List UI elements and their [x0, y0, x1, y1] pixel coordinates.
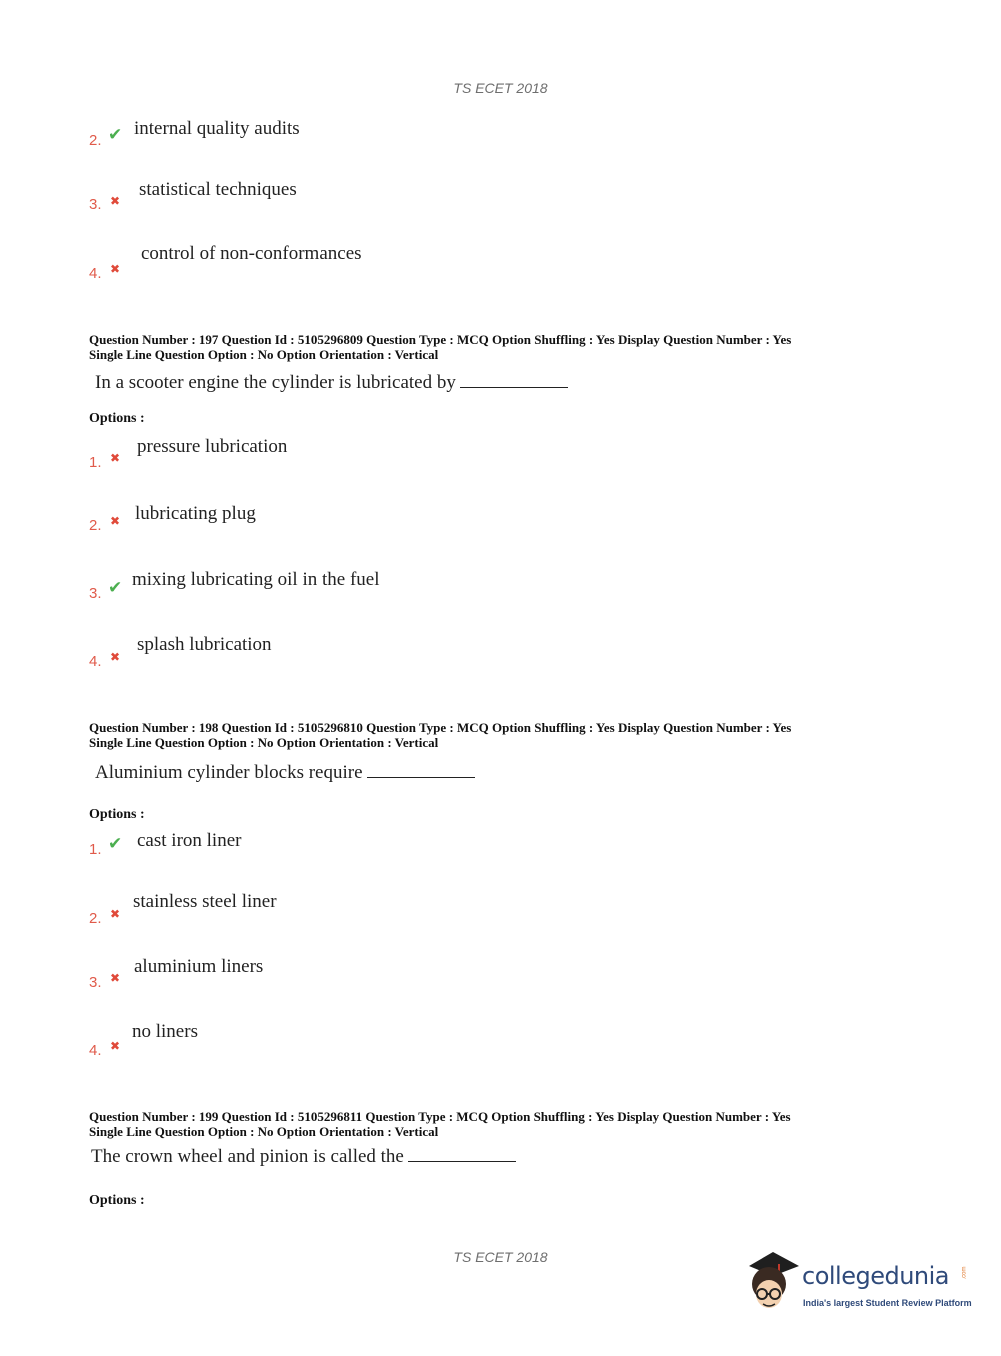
option-text: mixing lubricating oil in the fuel [132, 569, 380, 590]
question-text: The crown wheel and pinion is called the [91, 1146, 516, 1168]
mascot-icon [743, 1250, 801, 1316]
option-number: 3. [89, 585, 102, 602]
option-text: control of non-conformances [141, 243, 362, 264]
option-text: statistical techniques [139, 179, 297, 200]
option-number: 2. [89, 132, 102, 149]
cross-icon: ✖ [110, 1039, 121, 1053]
option-number: 4. [89, 653, 102, 670]
logo-suffix: .com [961, 1266, 968, 1280]
option-text: stainless steel liner [133, 891, 277, 912]
cross-icon: ✖ [110, 971, 121, 985]
cross-icon: ✖ [110, 650, 121, 664]
option-text: no liners [132, 1021, 198, 1042]
option-text: cast iron liner [137, 830, 242, 851]
option-number: 1. [89, 841, 102, 858]
option-text: aluminium liners [134, 956, 264, 977]
option-number: 4. [89, 1042, 102, 1059]
logo-tagline: India's largest Student Review Platform [803, 1298, 972, 1308]
option-text: internal quality audits [134, 118, 300, 139]
collegedunia-logo [743, 1250, 973, 1320]
cross-icon: ✖ [110, 262, 121, 276]
question-meta: Single Line Question Option : No Option Orientation : Vertical [89, 1124, 439, 1139]
cross-icon: ✖ [110, 514, 121, 528]
options-label: Options : [89, 807, 145, 822]
question-meta: Question Number : 197 Question Id : 5105296809 Question Type : MCQ Option Shuffling : Yes Display Question Number : Yes [89, 332, 792, 347]
check-icon: ✔ [108, 834, 123, 854]
check-icon: ✔ [108, 125, 123, 145]
option-text: pressure lubrication [137, 436, 288, 457]
logo-name: collegedunia [802, 1262, 950, 1290]
option-number: 3. [89, 196, 102, 213]
option-number: 2. [89, 517, 102, 534]
option-number: 4. [89, 265, 102, 282]
question-meta: Question Number : 198 Question Id : 5105296810 Question Type : MCQ Option Shuffling : Yes Display Question Number : Yes [89, 720, 792, 735]
page-header: TS ECET 2018 [453, 80, 548, 96]
options-label: Options : [89, 1193, 145, 1208]
cross-icon: ✖ [110, 194, 121, 208]
cross-icon: ✖ [110, 907, 121, 921]
question-meta: Question Number : 199 Question Id : 5105296811 Question Type : MCQ Option Shuffling : Yes Display Question Number : Yes [89, 1109, 791, 1124]
option-text: lubricating plug [135, 503, 256, 524]
question-meta: Single Line Question Option : No Option Orientation : Vertical [89, 347, 439, 362]
question-text: In a scooter engine the cylinder is lubricated by [95, 372, 568, 394]
option-number: 3. [89, 974, 102, 991]
option-text: splash lubrication [137, 634, 272, 655]
check-icon: ✔ [108, 578, 123, 598]
question-meta: Single Line Question Option : No Option Orientation : Vertical [89, 735, 439, 750]
options-label: Options : [89, 411, 145, 426]
cross-icon: ✖ [110, 451, 121, 465]
page-footer: TS ECET 2018 [453, 1249, 548, 1265]
question-text: Aluminium cylinder blocks require [95, 762, 475, 784]
option-number: 2. [89, 910, 102, 927]
option-number: 1. [89, 454, 102, 471]
